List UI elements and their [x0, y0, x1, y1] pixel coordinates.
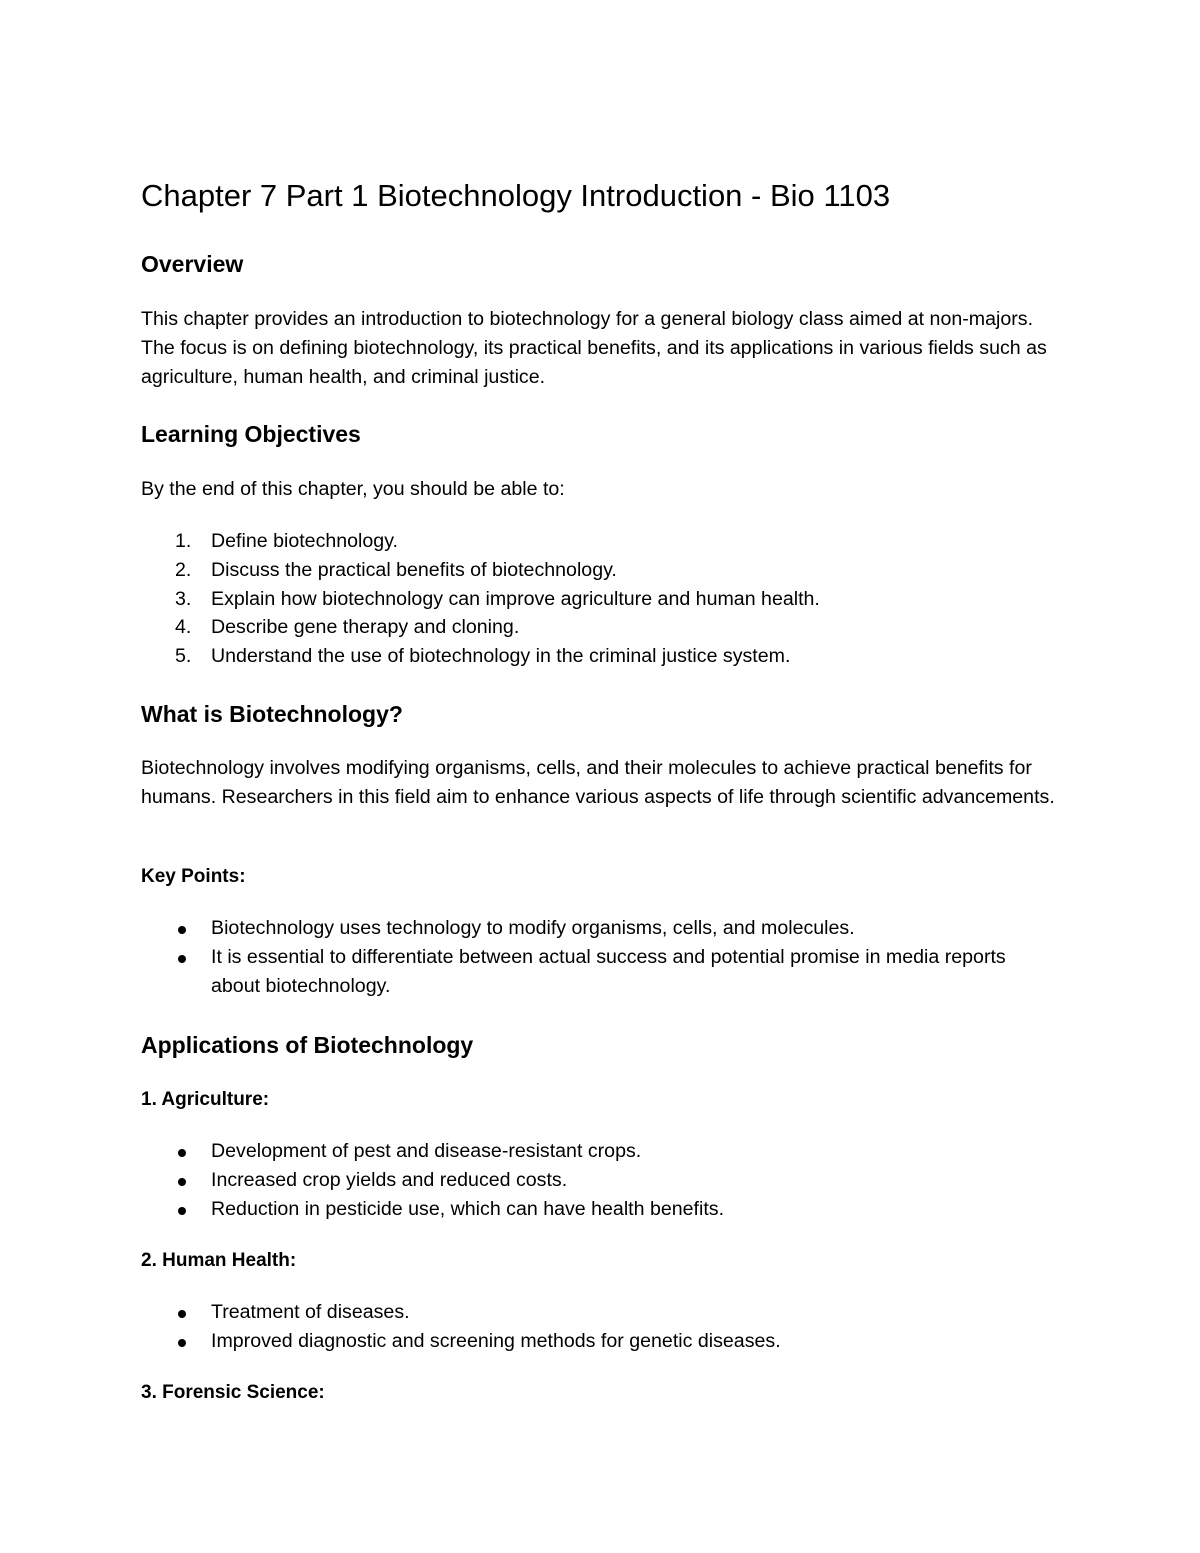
- agriculture-list: [141, 1137, 1041, 1223]
- list-number: 5.: [175, 645, 192, 668]
- list-item: [141, 556, 1041, 585]
- list-item: [141, 613, 1041, 642]
- list-item-text: It is essential to differentiate between actual success and potential promise in media reports about biotechnology.: [211, 945, 1006, 997]
- list-number: 4.: [175, 616, 192, 639]
- learning-objectives-list: [141, 527, 1041, 671]
- learning-objectives-intro: By the end of this chapter, you should be able to:: [141, 478, 565, 500]
- what-is-paragraph: Biotechnology involves modifying organisms, cells, and their molecules to achieve practical benefits for humans. Researchers in this field aim to enhance various aspects of life through scientific advancements.: [141, 757, 1055, 808]
- applications-heading: Applications of Biotechnology: [141, 1032, 474, 1058]
- key-points-list: [141, 914, 1041, 1000]
- list-item: [141, 943, 1041, 1001]
- list-item: [141, 1166, 1041, 1195]
- key-points-label: Key Points:: [141, 866, 246, 887]
- agriculture-label: 1. Agriculture:: [141, 1089, 270, 1110]
- list-number: 1.: [175, 530, 192, 552]
- list-item-text: Improved diagnostic and screening methods for genetic diseases.: [211, 1329, 781, 1352]
- list-number: 3.: [175, 587, 192, 610]
- what-is-heading: What is Biotechnology?: [141, 701, 403, 727]
- bullet-icon: [178, 1339, 186, 1347]
- bullet-icon: [178, 926, 186, 934]
- list-number: 2.: [175, 558, 192, 581]
- list-item-text: Discuss the practical benefits of biotechnology.: [211, 558, 617, 581]
- list-item-text: Define biotechnology.: [211, 530, 398, 552]
- overview-paragraph: This chapter provides an introduction to biotechnology for a general biology class aimed at non-majors. The focus is on defining biotechnology, its practical benefits, and its applications in various fields such as agriculture, human health, and criminal justice.: [141, 308, 1047, 388]
- human-health-label: 2. Human Health:: [141, 1250, 297, 1271]
- list-item-text: Explain how biotechnology can improve agriculture and human health.: [211, 587, 820, 610]
- list-item-text: Describe gene therapy and cloning.: [211, 616, 520, 639]
- list-item-text: Development of pest and disease-resistant crops.: [211, 1140, 642, 1162]
- bullet-icon: [178, 1207, 186, 1215]
- overview-heading: Overview: [141, 251, 244, 277]
- human-health-list: [141, 1298, 1041, 1356]
- bullet-icon: [178, 955, 186, 963]
- learning-objectives-heading: Learning Objectives: [141, 421, 361, 447]
- list-item-text: Reduction in pesticide use, which can have health benefits.: [211, 1197, 725, 1220]
- document-title: Chapter 7 Part 1 Biotechnology Introduction - Bio 1103: [141, 178, 891, 213]
- list-item-text: Increased crop yields and reduced costs.: [211, 1168, 568, 1191]
- list-item-text: Treatment of diseases.: [211, 1301, 410, 1323]
- forensic-science-label: 3. Forensic Science:: [141, 1382, 325, 1403]
- list-item: [141, 1298, 1041, 1327]
- list-item: [141, 1137, 1041, 1166]
- list-item: [141, 642, 1041, 671]
- list-item: [141, 527, 1041, 556]
- list-item-text: Biotechnology uses technology to modify organisms, cells, and molecules.: [211, 917, 855, 939]
- list-item-text: Understand the use of biotechnology in the criminal justice system.: [211, 645, 791, 668]
- list-item: [141, 1195, 1041, 1224]
- bullet-icon: [178, 1149, 186, 1157]
- bullet-icon: [178, 1310, 186, 1318]
- list-item: [141, 585, 1041, 614]
- list-item: [141, 914, 1041, 943]
- bullet-icon: [178, 1178, 186, 1186]
- list-item: [141, 1327, 1041, 1356]
